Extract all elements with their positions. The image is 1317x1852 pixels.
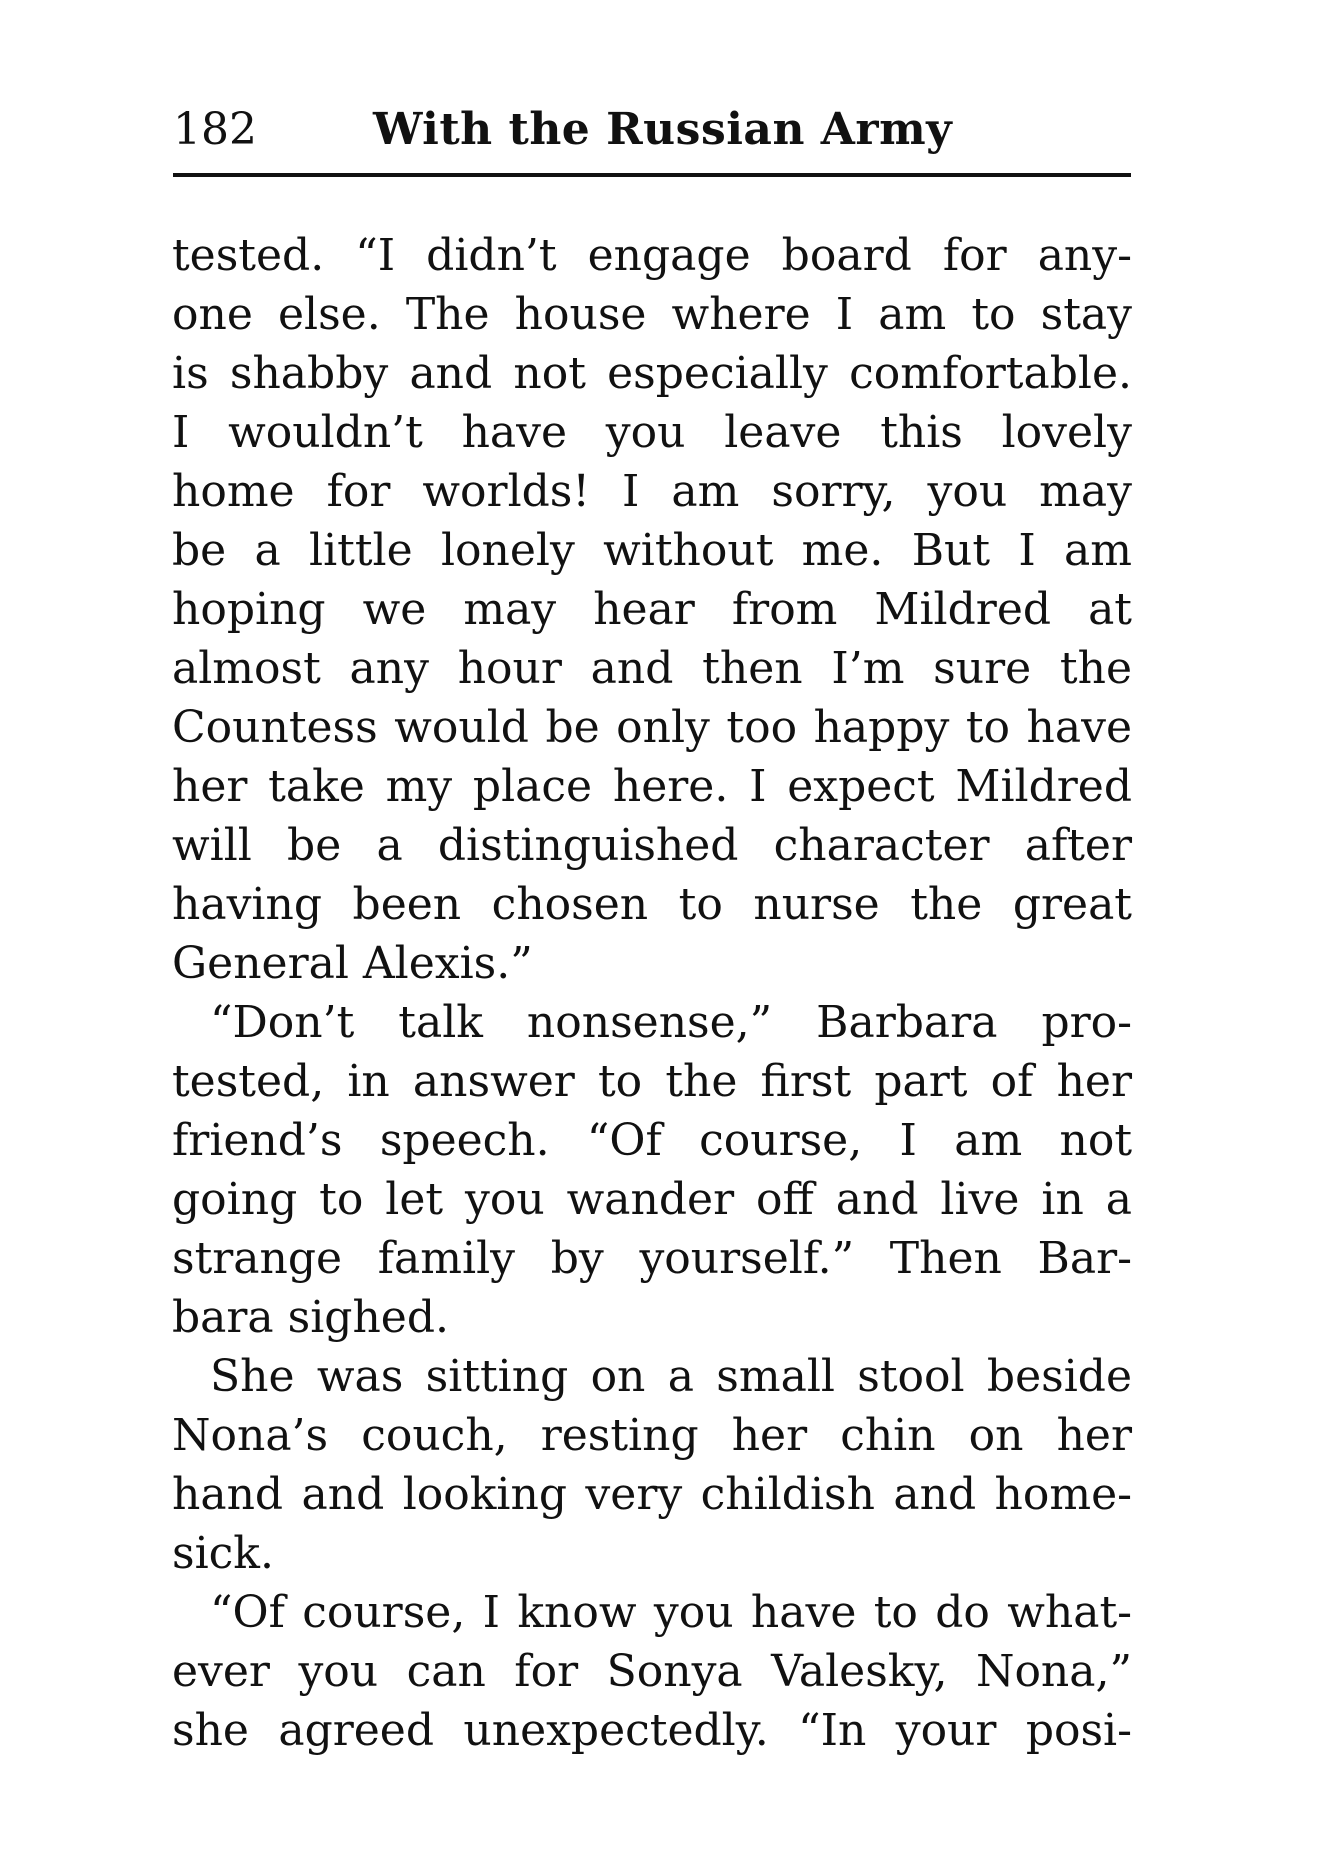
text-line: Countess would be only too happy to have bbox=[172, 702, 1132, 753]
text-line: “Don’t talk nonsense,” Barbara pro- bbox=[210, 997, 1132, 1048]
text-line: almost any hour and then I’m sure the bbox=[172, 643, 1132, 694]
text-line: one else. The house where I am to stay bbox=[172, 289, 1132, 340]
text-line: I wouldn’t have you leave this lovely bbox=[172, 407, 1132, 458]
text-line: is shabby and not especially comfortable. bbox=[172, 348, 1132, 399]
text-line: she agreed unexpectedly. “In your posi- bbox=[172, 1705, 1132, 1756]
text-line: Nona’s couch, resting her chin on her bbox=[172, 1410, 1132, 1461]
text-line: She was sitting on a small stool beside bbox=[210, 1351, 1132, 1402]
text-line: home for worlds! I am sorry, you may bbox=[172, 466, 1132, 517]
text-line: tested. “I didn’t engage board for any- bbox=[172, 230, 1132, 281]
text-line: friend’s speech. “Of course, I am not bbox=[172, 1115, 1132, 1166]
text-line: strange family by yourself.” Then Bar- bbox=[172, 1233, 1132, 1284]
body-text bbox=[172, 226, 1132, 1760]
text-line: “Of course, I know you have to do what- bbox=[210, 1587, 1132, 1638]
text-line: hand and looking very childish and home- bbox=[172, 1469, 1132, 1520]
text-line: sick. bbox=[172, 1528, 274, 1579]
text-line: hoping we may hear from Mildred at bbox=[172, 584, 1132, 635]
text-line: bara sighed. bbox=[172, 1292, 449, 1343]
header-rule bbox=[173, 173, 1131, 177]
text-line: going to let you wander off and live in a bbox=[172, 1174, 1132, 1225]
page-number: 182 bbox=[173, 104, 257, 155]
text-line: be a little lonely without me. But I am bbox=[172, 525, 1132, 576]
page-header bbox=[173, 100, 1133, 160]
text-line: tested, in answer to the first part of her bbox=[172, 1056, 1132, 1107]
text-line: her take my place here. I expect Mildred bbox=[172, 761, 1132, 812]
running-title: With the Russian Army bbox=[373, 104, 953, 155]
text-line: General Alexis.” bbox=[172, 938, 533, 989]
text-line: having been chosen to nurse the great bbox=[172, 879, 1132, 930]
text-line: ever you can for Sonya Valesky, Nona,” bbox=[172, 1646, 1132, 1697]
text-line: will be a distinguished character after bbox=[172, 820, 1132, 871]
